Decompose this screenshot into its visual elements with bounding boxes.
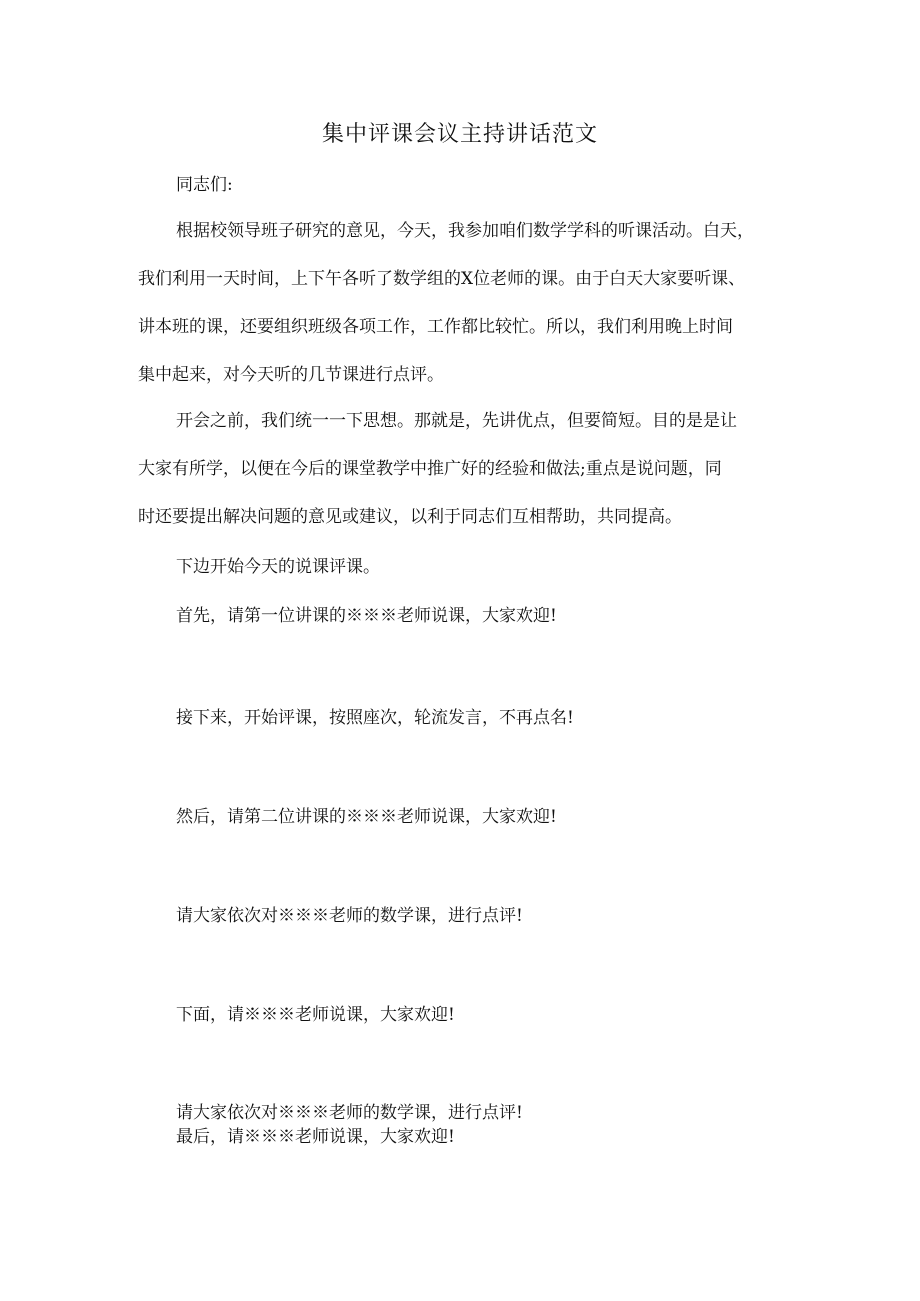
paragraph-1-line: 讲本班的课，还要组织班级各项工作，工作都比较忙。所以，我们利用晚上时间	[138, 317, 733, 337]
paragraph-2-line: 时还要提出解决问题的意见或建议，以利于同志们互相帮助，共同提高。	[138, 507, 682, 527]
paragraph-1-line: 根据校领导班子研究的意见，今天，我参加咱们数学学科的听课活动。白天，	[176, 221, 754, 241]
document-title: 集中评课会议主持讲话范文	[321, 122, 598, 147]
paragraph-1-line: 我们利用一天时间，上下午各听了数学组的X位老师的课。由于白天大家要听课、	[138, 269, 746, 289]
agenda-line: 请大家依次对※※※老师的数学课，进行点评!	[176, 1103, 523, 1123]
agenda-line: 然后，请第二位讲课的※※※老师说课，大家欢迎!	[176, 807, 557, 827]
agenda-line: 请大家依次对※※※老师的数学课，进行点评!	[176, 906, 523, 926]
agenda-line: 首先，请第一位讲课的※※※老师说课，大家欢迎!	[176, 606, 557, 626]
paragraph-1-line: 集中起来，对今天听的几节课进行点评。	[138, 365, 444, 385]
agenda-line: 下面，请※※※老师说课，大家欢迎!	[176, 1005, 455, 1025]
paragraph-2-line: 开会之前，我们统一一下思想。那就是，先讲优点，但要简短。目的是是让	[176, 411, 737, 431]
greeting: 同志们:	[176, 175, 233, 195]
paragraph-2	[138, 409, 788, 553]
paragraph-2-line: 大家有所学，以便在今后的课堂教学中推广好的经验和做法;重点是说问题，同	[138, 459, 722, 479]
paragraph-1	[138, 219, 788, 411]
agenda-line: 最后，请※※※老师说课，大家欢迎!	[176, 1127, 455, 1147]
paragraph-3: 下边开始今天的说课评课。	[176, 557, 380, 577]
agenda-line: 接下来，开始评课，按照座次，轮流发言，不再点名!	[176, 708, 574, 728]
